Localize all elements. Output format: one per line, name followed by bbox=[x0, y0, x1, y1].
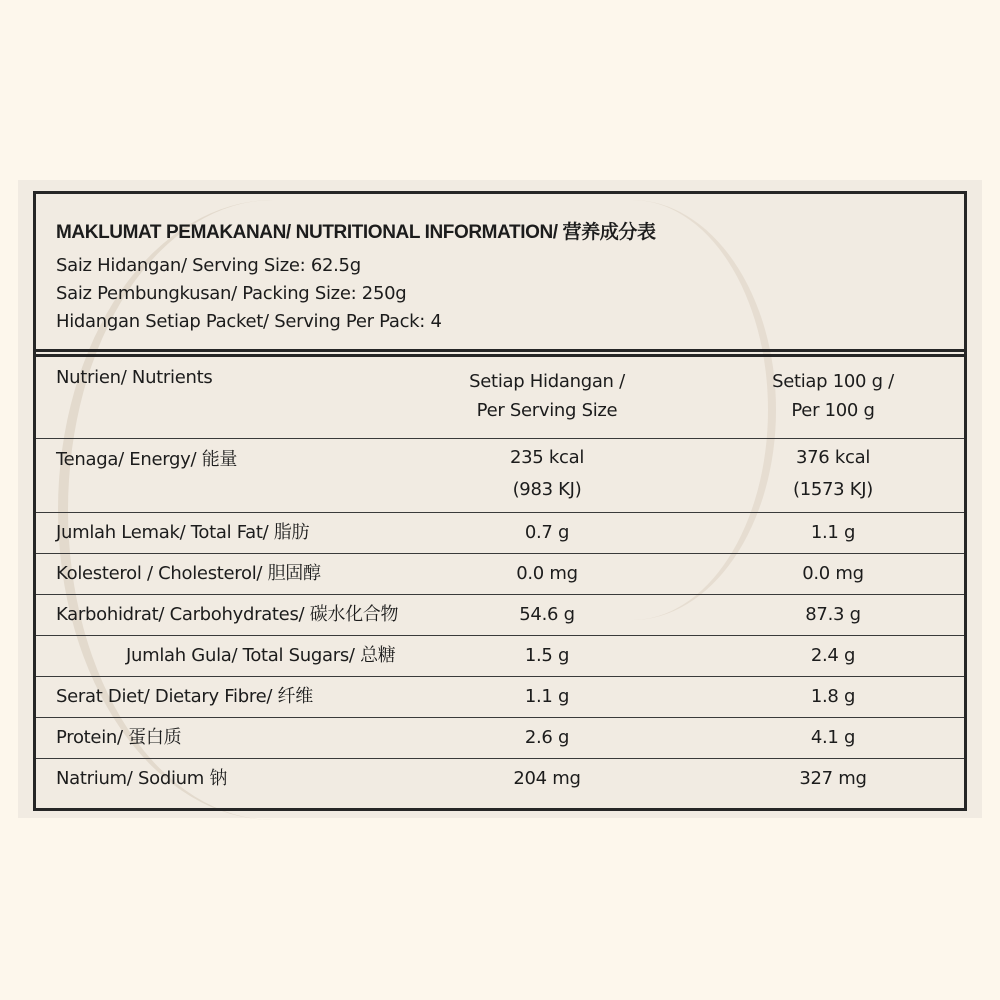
packing-size: Saiz Pembungkusan/ Packing Size: 250g bbox=[56, 283, 407, 304]
table-row bbox=[36, 439, 964, 513]
panel-title: MAKLUMAT PEMAKANAN/ NUTRITIONAL INFORMATION/ 营养成分表 bbox=[56, 222, 656, 243]
servings-per-pack: Hidangan Setiap Packet/ Serving Per Pack: 4 bbox=[56, 311, 442, 332]
per-serving-value: 235 kcal (983 KJ) bbox=[509, 447, 585, 500]
per-100g-value: 1.1 g bbox=[810, 522, 856, 543]
per-100g-value: 0.0 mg bbox=[802, 563, 864, 584]
nutrient-name: Protein/ 蛋白质 bbox=[56, 727, 182, 748]
table-row bbox=[36, 554, 964, 595]
column-header-per-100g: Setiap 100 g / Per 100 g bbox=[772, 371, 894, 421]
table-row bbox=[36, 759, 964, 805]
nutrient-name: Karbohidrat/ Carbohydrates/ 碳水化合物 bbox=[56, 604, 399, 625]
nutrient-name: Jumlah Lemak/ Total Fat/ 脂肪 bbox=[56, 522, 310, 543]
per-100g-value: 87.3 g bbox=[805, 604, 861, 625]
per-serving-value: 0.7 g bbox=[524, 522, 570, 543]
per-serving-value: 1.5 g bbox=[524, 645, 570, 666]
column-header-per-serving: Setiap Hidangan / Per Serving Size bbox=[469, 371, 625, 421]
table-row bbox=[36, 718, 964, 759]
nutrition-header bbox=[36, 194, 964, 352]
per-100g-value: 4.1 g bbox=[810, 727, 856, 748]
table-row bbox=[36, 595, 964, 636]
per-serving-value: 1.1 g bbox=[524, 686, 570, 707]
per-serving-value: 54.6 g bbox=[519, 604, 575, 625]
nutrient-name: Kolesterol / Cholesterol/ 胆固醇 bbox=[56, 563, 321, 584]
nutrition-facts-panel bbox=[33, 191, 967, 811]
nutrient-name: Serat Diet/ Dietary Fibre/ 纤维 bbox=[56, 686, 313, 707]
column-header-row bbox=[36, 357, 964, 439]
serving-size: Saiz Hidangan/ Serving Size: 62.5g bbox=[56, 255, 361, 276]
per-100g-value: 2.4 g bbox=[810, 645, 856, 666]
nutrient-name: Jumlah Gula/ Total Sugars/ 总糖 bbox=[126, 645, 396, 666]
table-row bbox=[36, 636, 964, 677]
nutrient-name: Natrium/ Sodium 钠 bbox=[56, 768, 228, 789]
per-100g-value: 1.8 g bbox=[810, 686, 856, 707]
table-row bbox=[36, 677, 964, 718]
per-serving-value: 2.6 g bbox=[524, 727, 570, 748]
per-100g-value: 327 mg bbox=[799, 768, 867, 789]
per-serving-value: 204 mg bbox=[513, 768, 581, 789]
table-row bbox=[36, 513, 964, 554]
per-serving-value: 0.0 mg bbox=[516, 563, 578, 584]
per-100g-value: 376 kcal (1573 KJ) bbox=[793, 447, 873, 500]
column-header-nutrient: Nutrien/ Nutrients bbox=[56, 367, 213, 388]
nutrient-name: Tenaga/ Energy/ 能量 bbox=[56, 449, 238, 470]
